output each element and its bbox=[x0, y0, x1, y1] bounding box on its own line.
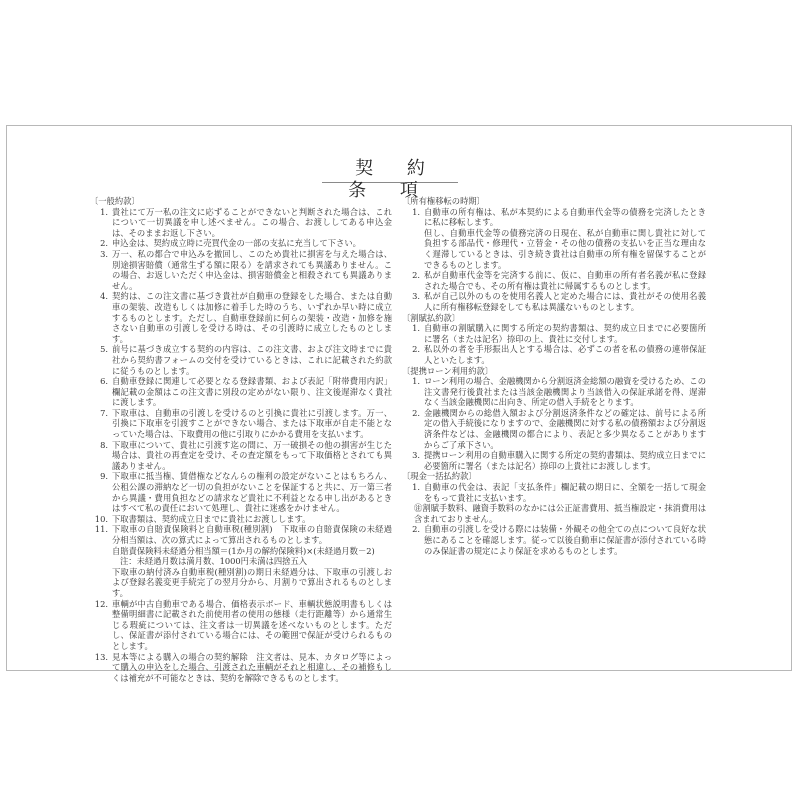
clause-number: 1. bbox=[412, 376, 420, 387]
clause-loan-3 bbox=[402, 450, 706, 471]
clause-text: 自動車の引渡しを受ける際には装備・外観その他全ての点について良好な状態にあることを確認します。従って以後自動車に保証書が添付されている時のみ保証書の規定により保証を求めるものとします。 bbox=[424, 524, 706, 556]
clause-number: 3. bbox=[100, 248, 108, 259]
clause-text: 申込金は、契約成立時に売買代金の一部の支払に充当して下さい。 bbox=[112, 238, 361, 249]
clause-general-3 bbox=[90, 249, 392, 291]
clause-number: 1. bbox=[412, 323, 420, 334]
clause-11-formula: 自賠責保険料未経過分相当額＝(1か月の解約保険料)×(未経過月数－2) bbox=[112, 545, 375, 556]
clause-general-9 bbox=[90, 471, 392, 513]
clause-11-extra: 下取車の納付済み自動車税(種別割)の期日未経過分は、下取車の引渡しおよび登録名義変更手続完了の翌月分から、月割りで算出されるものとします。 bbox=[112, 566, 392, 598]
clause-ownership-1-extra: 但し、自動車代金等の債務完済の日現在、私が自動車に関し貴社に対して負担する部品代・修理代・立替金・その他の債務の支払いを正当な理由なく遅滞しているときは、引き続き貴社は自動車の所有権を留保することができるものとします。 bbox=[424, 227, 706, 270]
clause-installment-2 bbox=[402, 344, 706, 365]
clause-text: 前号に基づき成立する契約の内容は、この注文書、および注文時までに貴社から契約書フォームの交付を受けているときは、これに記載された約款に従うものとします。 bbox=[112, 344, 392, 376]
clause-text: 私以外の者を手形振出人とする場合は、必ずこの者を私の債務の連帯保証人といたします。 bbox=[424, 344, 706, 365]
clause-text: 貴社にて万一私の注文に応ずることができないと判断された場合は、これについて一切異議を申し述べません。この場合、お渡ししてある申込金は、そのままお返し下さい。 bbox=[112, 206, 392, 238]
clause-number: 8. bbox=[100, 439, 108, 450]
clause-number: 1. bbox=[412, 482, 420, 493]
clause-text: 提携ローン利用の自動車購入に関する所定の契約書類は、契約成立日までに必要箇所に署名（または記名）捺印の上貴社にお渡しします。 bbox=[424, 450, 706, 471]
clause-number: 2. bbox=[412, 524, 420, 535]
clause-text: 自動車登録に関連して必要となる登録書類、および表記「附帯費用内訳」欄記載の金額はこの注文書に別段の定めがない限り、注文後遅滞なく貴社に渡します。 bbox=[112, 376, 392, 408]
clause-number: 4. bbox=[100, 291, 108, 302]
clause-general-12 bbox=[90, 599, 392, 652]
section-heading-general-terms: 〔一般約款〕 bbox=[90, 196, 140, 206]
clause-installment-1 bbox=[402, 323, 706, 344]
clause-number: 3. bbox=[412, 450, 420, 461]
clause-number: 2. bbox=[412, 344, 420, 355]
clause-general-6 bbox=[90, 376, 392, 408]
document-title: 契 約 条 項 bbox=[322, 158, 458, 183]
clause-number: 9. bbox=[100, 471, 108, 482]
clause-general-5 bbox=[90, 344, 392, 376]
clause-number: 5. bbox=[100, 344, 108, 355]
clause-text: 車輌が中古自動車である場合、価格表示ボード、車輌状態説明書もしくは整備明細書に記載された前使用者の使用の態様（走行距離等）から通常生じる瑕疵については、注文者は一切異議を述べないものとします。ただし、保証書が添付されている場合には、その範囲で保証が受けられるものとします。 bbox=[112, 598, 392, 651]
clause-number: 1. bbox=[100, 206, 108, 217]
clause-cash-1-note: ㊟割賦手数料、融資手数料のなかには公正証書費用、抵当権設定・抹消費用は含まれておりません。 bbox=[414, 503, 706, 524]
clause-text: ローン利用の場合、金融機関から分割返済金総額の融資を受けるため、この注文書発行後貴社または当該金融機関より当該借入の保証承諾を得、遅滞なく当該金融機関に出向き、所定の借入手続をとります。 bbox=[424, 376, 706, 408]
clause-number: 6. bbox=[100, 376, 108, 387]
clause-loan-2 bbox=[402, 408, 706, 450]
clause-number: 3. bbox=[412, 291, 420, 302]
section-heading-installment: 〔割賦払約款〕 bbox=[402, 312, 461, 323]
left-column bbox=[90, 196, 392, 683]
clause-number: 7. bbox=[100, 407, 108, 418]
right-column bbox=[402, 196, 706, 556]
clause-general-1 bbox=[90, 207, 392, 239]
clause-loan-1 bbox=[402, 376, 706, 408]
section-heading-cash-payment: 〔現金一括払約款〕 bbox=[402, 471, 477, 482]
clause-ownership-3 bbox=[402, 291, 706, 312]
clause-text: 下取車について、貴社に引渡す迄の間に、万一破損その他の損害が生じた場合は、貴社の再査定を受け、その査定額をもって下取価格とされても異議ありません。 bbox=[112, 439, 392, 471]
clause-number: 2. bbox=[412, 270, 420, 281]
clause-text: 下取車は、自動車の引渡しを受けるのと引換に貴社に引渡します。万一、引換に下取車を引渡すことができない場合、または下取車が自走不能となっていた場合は、下取費用の他に引取りにかかる費用を支払います。 bbox=[112, 407, 392, 440]
clause-text: 下取車の自賠責保険料と自動車税(種別割) 下取車の自賠責保険の未経過分相当額は、次の算式によって算出されるものとします。 bbox=[112, 524, 392, 545]
clause-general-7 bbox=[90, 408, 392, 440]
clause-number: 13. bbox=[94, 651, 108, 662]
clause-cash-2 bbox=[402, 524, 706, 556]
clause-text: 自動車の代金は、表記「支払条件」欄記載の期日に、全額を一括して現金をもって貴社に支払います。 bbox=[424, 482, 706, 503]
clause-number: 12. bbox=[94, 598, 108, 609]
clause-text: 契約は、この注文書に基づき貴社が自動車の登録をした場合、または自動車の架装、改造もしくは加修に着手した時のうち、いずれか早い時に成立するものとします。ただし、自動車登録前に何らの架装・改造・加修を施さない自動車の引渡しを受ける時は、その引渡時に成立したものとします。 bbox=[112, 291, 392, 344]
clause-text: 私が自動車代金等を完済する前に、仮に、自動車の所有者名義が私に登録された場合でも、その所有権は貴社に帰属するものとします。 bbox=[424, 270, 706, 291]
clause-text: 自動車の所有権は、私が本契約による自動車代金等の債務を完済したときに私に移転します。 bbox=[424, 206, 706, 228]
clause-ownership-2 bbox=[402, 270, 706, 291]
clause-number: 10. bbox=[94, 513, 108, 524]
clause-ownership-1 bbox=[402, 207, 706, 228]
clause-text: 自動車の割賦購入に関する所定の契約書類は、契約成立日までに必要箇所に署名（または記名）捺印の上、貴社に交付します。 bbox=[424, 323, 706, 344]
clause-cash-1 bbox=[402, 482, 706, 503]
clause-text: 万一、私の都合で申込みを撤回し、このため貴社に損害を与えた場合は、別途損害賠償（通常生ずる額に限る）を請求されても異議ありません。この場合、お返しいただく申込金は、損害賠償金と相殺されても異議ありません。 bbox=[112, 248, 392, 291]
clause-general-13 bbox=[90, 652, 392, 684]
clause-text: 下取車に抵当権、賃借権などなんらの権利の設定がないことはもちろん、公租公課の滞納など一切の負担がないことを保証すると共に、万一第三者から異議・費用負担などの請求など貴社に不利益となる申し出があるときはすべて私の責任において処理し、貴社に迷惑をかけません。 bbox=[112, 471, 392, 514]
clause-text: 私が自己以外のものを使用名義人と定めた場合には、貴社がその使用名義人に所有権移転登録をしても私は異議ないものとします。 bbox=[424, 291, 706, 312]
clause-number: 1. bbox=[412, 206, 420, 217]
clause-number: 2. bbox=[100, 238, 108, 249]
clause-number: 11. bbox=[94, 524, 108, 535]
clause-11-note: 注：未経過月数は満月数、1000円未満は四捨五入 bbox=[120, 556, 308, 567]
section-heading-ownership-transfer: 〔所有権移転の時期〕 bbox=[402, 196, 485, 206]
clause-text: 見本等による購入の場合の契約解除 注文者は、見本、カタログ等によって購入の申込をした場合、引渡された車輌がそれと相違し、その補修もしくは補充が不可能なときは、契約を解除できるものとします。 bbox=[112, 651, 392, 683]
section-heading-loan: 〔提携ローン利用約款〕 bbox=[402, 365, 494, 376]
clause-general-2 bbox=[90, 238, 392, 249]
clause-number: 2. bbox=[412, 407, 420, 418]
clause-text: 金融機関からの総借入額および分割返済条件などの確定は、前号による所定の借入手続後になりますので、金融機関に対する私の債務額および分割返済条件などは、金融機関の都合により、表記と多少異なることがありますからご了承下さい。 bbox=[424, 407, 706, 450]
clause-text: 下取書類は、契約成立日までに貴社にお渡しします。 bbox=[112, 513, 311, 524]
clause-general-11 bbox=[90, 524, 392, 545]
clause-general-4 bbox=[90, 291, 392, 344]
clause-general-8 bbox=[90, 440, 392, 472]
clause-general-10 bbox=[90, 514, 392, 525]
